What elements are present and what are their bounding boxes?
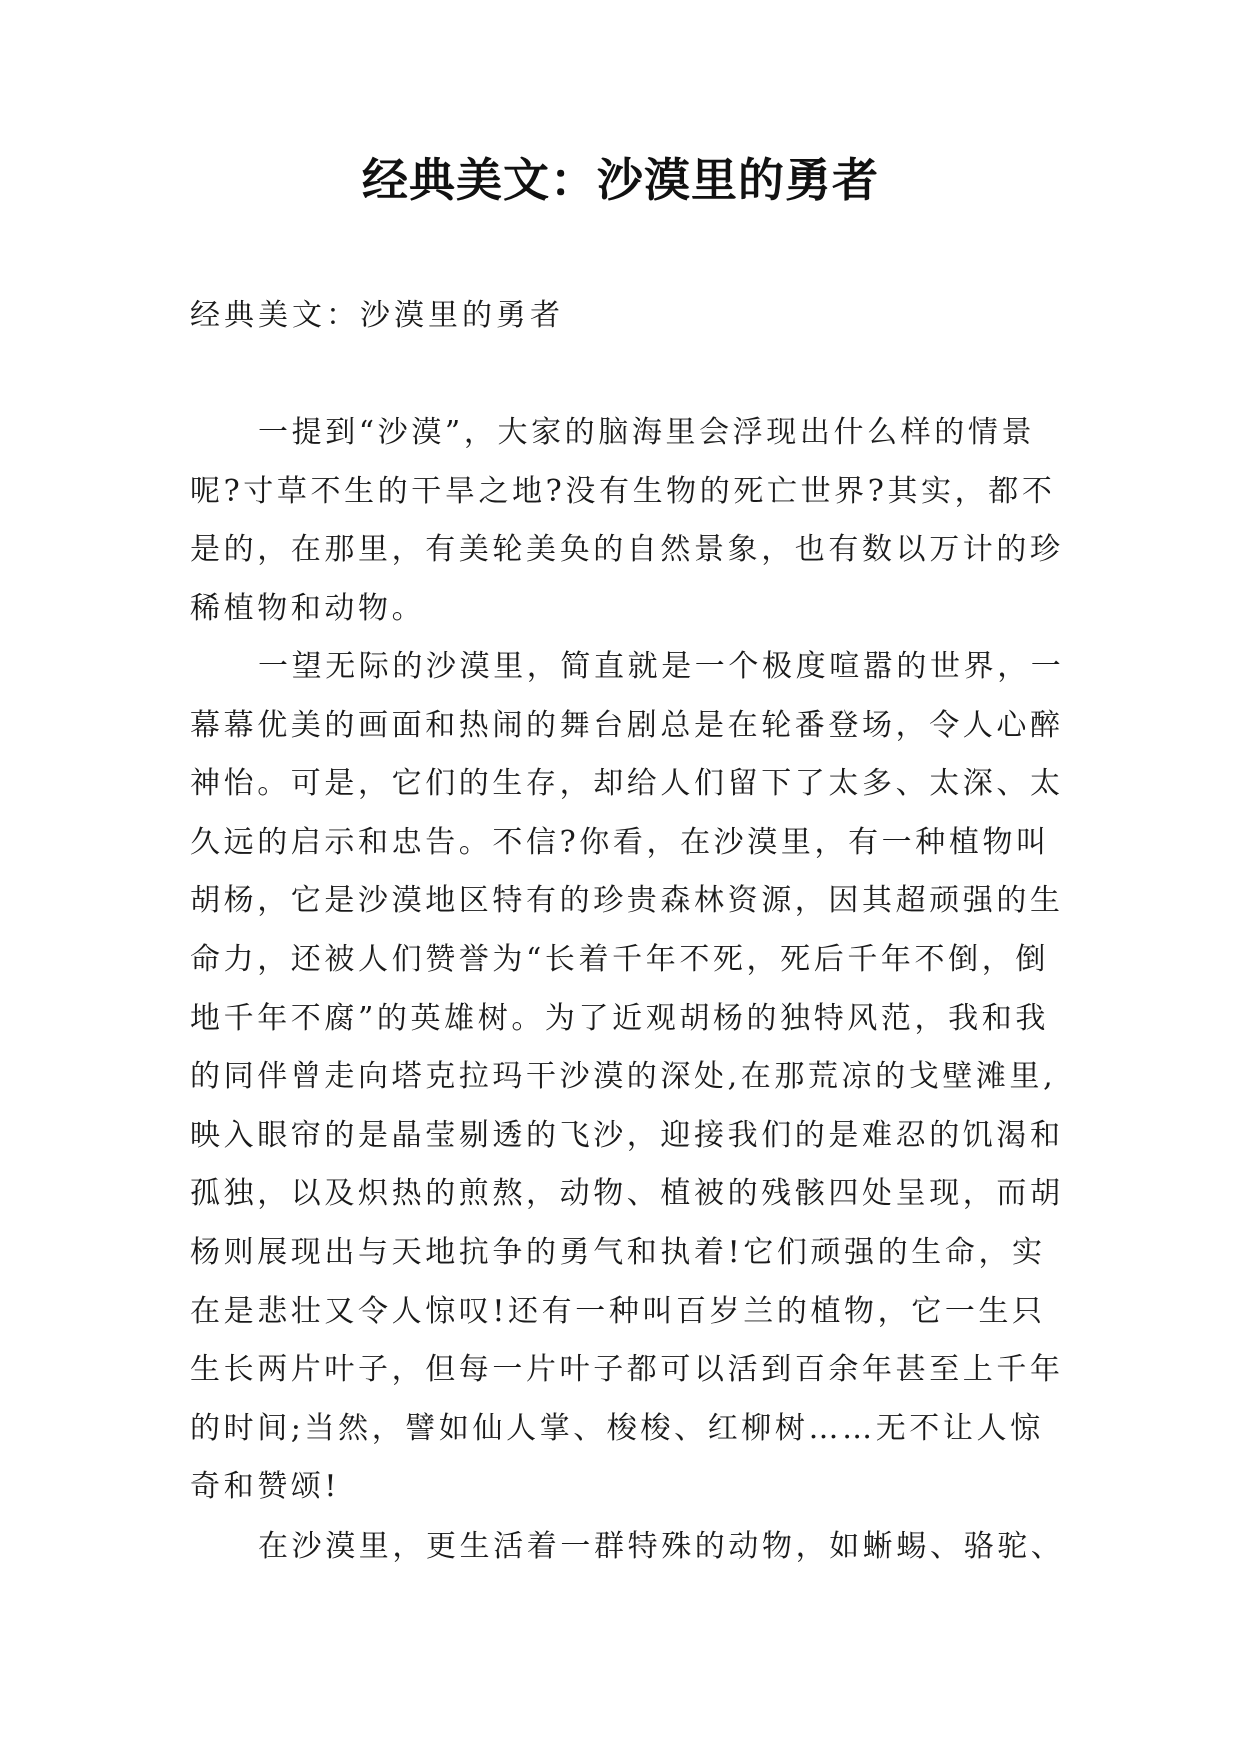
paragraph-line: 杨则展现出与天地抗争的勇气和执着!它们顽强的生命，实 bbox=[190, 1234, 1046, 1270]
paragraph-3 bbox=[190, 1518, 1065, 1577]
paragraph-line: 一提到“沙漠”，大家的脑海里会浮现出什么样的情景 bbox=[258, 415, 1036, 450]
paragraph-line: 地千年不腐”的英雄树。为了近观胡杨的独特风范，我和我 bbox=[190, 1000, 1049, 1036]
paragraph-line: 奇和赞颂! bbox=[190, 1469, 341, 1505]
paragraph-line: 命力，还被人们赞誉为“长着千年不死，死后千年不倒，倒 bbox=[190, 941, 1049, 977]
paragraph-line: 的时间;当然，譬如仙人掌、梭梭、红柳树……无不让人惊 bbox=[190, 1410, 1044, 1446]
paragraph-line: 胡杨，它是沙漠地区特有的珍贵森林资源，因其超顽强的生 bbox=[190, 883, 1064, 919]
paragraph-line: 一望无际的沙漠里，简直就是一个极度喧嚣的世界，一 bbox=[258, 649, 1065, 684]
paragraph-line: 久远的启示和忠告。不信?你看，在沙漠里，有一种植物叫 bbox=[190, 824, 1050, 860]
paragraph-line: 孤独，以及炽热的煎熬，动物、植被的残骸四处呈现，而胡 bbox=[190, 1176, 1064, 1212]
paragraph-line: 是的，在那里，有美轮美奂的自然景象，也有数以万计的珍 bbox=[190, 532, 1064, 568]
document-subtitle: 经典美文：沙漠里的勇者 bbox=[190, 298, 564, 333]
paragraph-line: 神怡。可是，它们的生存，却给人们留下了太多、太深、太 bbox=[190, 766, 1064, 802]
paragraph-line: 映入眼帘的是晶莹剔透的飞沙，迎接我们的是难忍的饥渴和 bbox=[190, 1117, 1064, 1153]
paragraph-line: 的同伴曾走向塔克拉玛干沙漠的深处,在那荒凉的戈壁滩里, bbox=[190, 1059, 1057, 1095]
paragraph-2 bbox=[190, 638, 1065, 1517]
paragraph-line: 生长两片叶子，但每一片叶子都可以活到百余年甚至上千年 bbox=[190, 1352, 1064, 1388]
paragraph-line: 幕幕优美的画面和热闹的舞台剧总是在轮番登场，令人心醉 bbox=[190, 707, 1064, 743]
document-title: 经典美文：沙漠里的勇者 bbox=[362, 153, 879, 207]
paragraph-line: 在是悲壮又令人惊叹!还有一种叫百岁兰的植物，它一生只 bbox=[190, 1293, 1046, 1329]
paragraph-line: 在沙漠里，更生活着一群特殊的动物，如蜥蜴、骆驼、 bbox=[258, 1529, 1065, 1564]
paragraph-1 bbox=[190, 404, 1064, 638]
paragraph-line: 稀植物和动物。 bbox=[190, 590, 426, 626]
paragraph-line: 呢?寸草不生的干旱之地?没有生物的死亡世界?其实，都不 bbox=[190, 473, 1056, 509]
